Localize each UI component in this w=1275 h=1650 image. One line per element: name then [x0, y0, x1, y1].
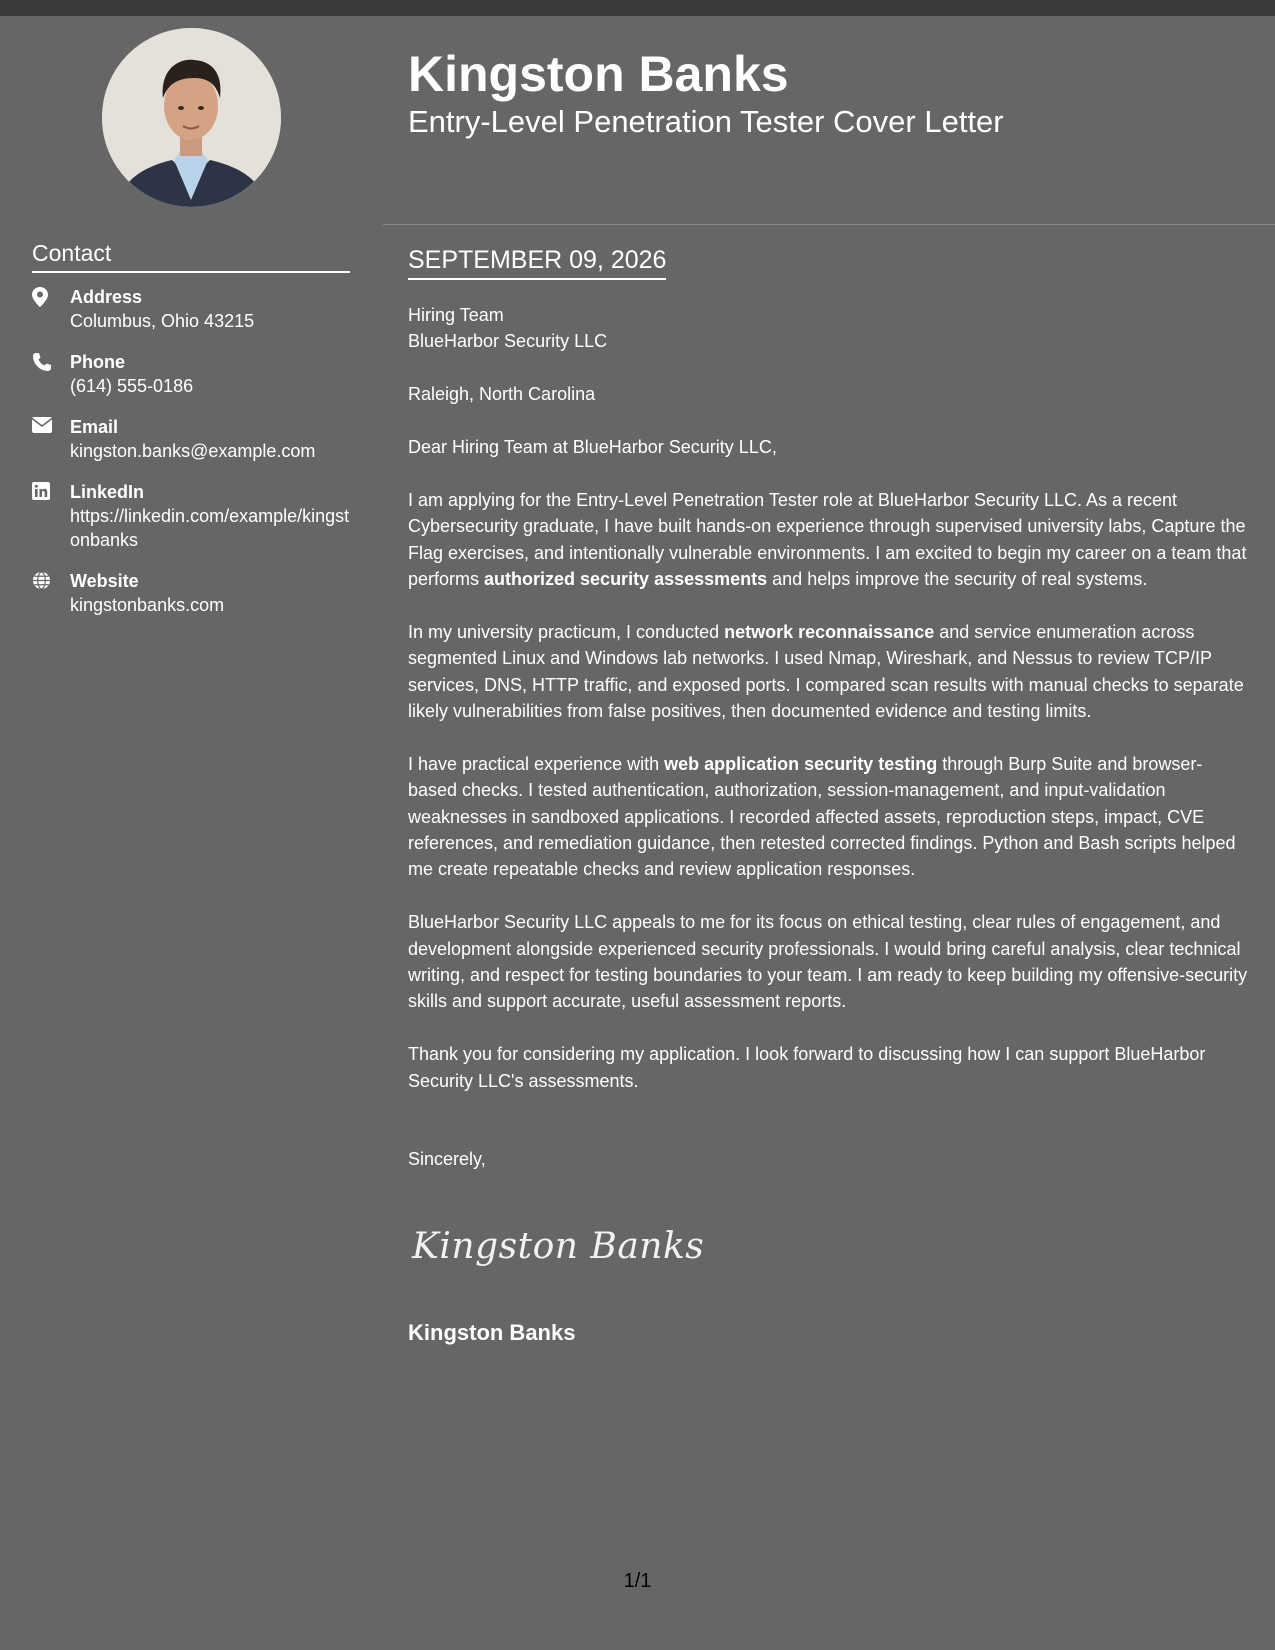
contact-item-address [32, 285, 354, 333]
top-bar [0, 0, 1275, 16]
phone-icon [32, 350, 70, 398]
paragraph-1-emphasis: authorized security assessments [484, 569, 768, 590]
contact-item-website [32, 569, 354, 617]
contact-list [32, 285, 354, 634]
address-label: Address [70, 287, 143, 307]
signer-name: Kingston Banks [408, 1320, 576, 1345]
email-label: Email [70, 417, 119, 437]
signature: Kingston Banks [412, 1226, 705, 1267]
linkedin-value[interactable]: https://linkedin.com/example/kingstonbanks [70, 506, 350, 550]
paragraph-2-text-a: In my university practicum, I conducted [408, 621, 725, 642]
paragraph-5: Thank you for considering my application. I look forward to discussing how I can support BlueHarbor Security LLC's assessments. [408, 1044, 1206, 1091]
linkedin-icon [32, 480, 70, 552]
contact-item-phone [32, 350, 354, 398]
map-pin-icon [32, 285, 70, 333]
address-value: Columbus, Ohio 43215 [70, 311, 255, 331]
globe-icon [32, 569, 70, 617]
header-divider [383, 224, 1275, 225]
page-number: 1/1 [623, 1570, 652, 1592]
phone-label: Phone [70, 352, 126, 372]
applicant-name: Kingston Banks [408, 46, 789, 102]
paragraph-2-emphasis: network reconnaissance [724, 621, 935, 642]
recipient-line-2: BlueHarbor Security LLC [408, 331, 608, 352]
document-title: Entry-Level Penetration Tester Cover Letter [408, 104, 1004, 139]
contact-item-linkedin [32, 480, 354, 552]
paragraph-2 [408, 619, 1250, 725]
website-label: Website [70, 571, 139, 591]
letter-date: SEPTEMBER 09, 2026 [408, 244, 666, 280]
recipient-line-1: Hiring Team [408, 305, 504, 325]
email-value[interactable]: kingston.banks@example.com [70, 441, 316, 461]
contact-heading: Contact [32, 240, 350, 273]
website-value[interactable]: kingstonbanks.com [70, 595, 225, 615]
paragraph-3-text-a: I have practical experience with [408, 753, 665, 774]
paragraph-4: BlueHarbor Security LLC appeals to me for its focus on ethical testing, clear rules of engagement, and development alongside experienced security professionals. I would bring careful analysis, clear technical writing, and respect for testing boundaries to your team. I am ready to keep building my offensive-security skills and support accurate, useful assessment reports. [408, 912, 1248, 1012]
profile-photo-illustration [102, 28, 281, 207]
paragraph-1-text-a: I am applying for the Entry-Level Penetration Tester role at BlueHarbor Security LLC. As a recent Cybersecurity graduate, I have built hands-on experience through supervised university labs, Capture the Flag exercises, and intentionally vulnerable environments. I am excited to begin my career on a team that performs [408, 489, 1247, 590]
phone-value[interactable]: (614) 555-0186 [70, 376, 194, 396]
paragraph-2-text-c: and service enumeration across segmented Linux and Windows lab networks. I used Nmap, Wireshark, and Nessus to review TCP/IP services, DNS, HTTP traffic, and exposed ports. I compared scan results with manual checks to separate likely vulnerabilities from false positives, then documented evidence and testing limits. [408, 621, 1244, 722]
profile-photo [102, 28, 281, 207]
closing: Sincerely, [408, 1149, 486, 1170]
paragraph-1-text-c: and helps improve the security of real systems. [767, 569, 1148, 590]
letter-body [408, 302, 1250, 1199]
contact-item-email [32, 415, 354, 463]
salutation: Dear Hiring Team at BlueHarbor Security LLC, [408, 437, 777, 457]
recipient-location: Raleigh, North Carolina [408, 384, 596, 405]
linkedin-label: LinkedIn [70, 482, 145, 502]
paragraph-1 [408, 487, 1250, 593]
envelope-icon [32, 415, 70, 463]
paragraph-3 [408, 751, 1250, 883]
paragraph-3-text-c: through Burp Suite and browser-based checks. I tested authentication, authorization, session-management, and input-validation weaknesses in sandboxed applications. I recorded affected assets, reproduction steps, impact, CVE references, and remediation guidance, then retested corrected findings. Python and Bash scripts helped me create repeatable checks and review application responses. [408, 753, 1236, 880]
paragraph-3-emphasis: web application security testing [664, 753, 938, 774]
